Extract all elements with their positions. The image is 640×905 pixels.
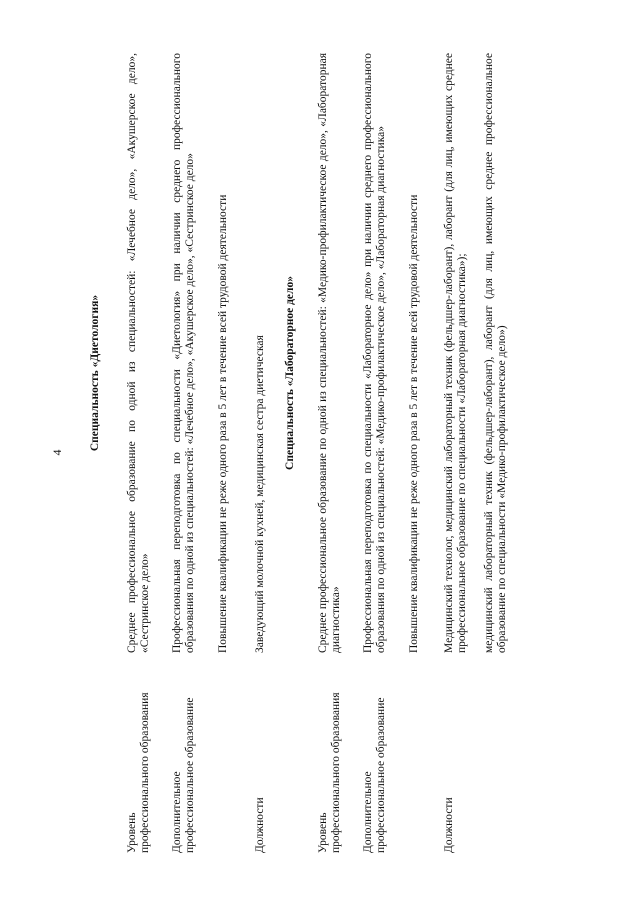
document-body (84, 53, 509, 853)
row-text (362, 53, 421, 653)
paragraph: медицинский лабораторный техник (фельдшер-лаборант), лаборант (для лиц, имеющих среднее профессиональное образование по специальности «Медико-профилактическое дело») (483, 53, 508, 653)
page-number: 4 (50, 449, 64, 456)
row-text (254, 53, 267, 653)
paragraph: Среднее профессиональное образование по одной из специальностей: «Лечебное дело», «Акушерское дело», «Сестринское дело» (126, 52, 151, 653)
paragraph: Медицинский технолог, медицинский лабораторный техник (фельдшер-лаборант), лаборант (для лиц, имеющих среднее профессиональное образование по специальности «Лабораторная диагностика»); (443, 52, 468, 653)
paragraph: Заведующий молочной кухней, медицинская сестра диетическая (254, 335, 266, 653)
paragraph: Профессиональная переподготовка по специальности «Диетология» при наличии среднего профессионального образования по одной из специальностей: «Лечебное дело», «Акушерское дело», «Сестринское дело» (171, 53, 196, 653)
section-title-laboratory: Специальность «Лабораторное дело» (284, 276, 296, 470)
row-text (443, 53, 509, 653)
section-title-dietology: Специальность «Диетология» (89, 294, 101, 452)
paragraph: Профессиональная переподготовка по специальности «Лабораторное дело» при наличии среднего профессионального образования по одной из специальностей: «Медико-профилактическое дело», «Лабораторная диагностика» (362, 53, 387, 653)
row-positions (254, 53, 267, 853)
paragraph: Повышение квалификации не реже одного раза в 5 лет в течение всей трудовой деятельности (408, 194, 420, 653)
row-label: Должности (254, 797, 266, 853)
row-text (171, 53, 230, 653)
row-label: Должности (443, 797, 455, 853)
paragraph: Повышение квалификации не реже одного раза в 5 лет в течение всей трудовой деятельности (217, 194, 229, 653)
row-education-level (126, 53, 152, 853)
row-positions (443, 53, 509, 853)
row-education-level (317, 53, 343, 853)
paragraph: Среднее профессиональное образование по одной из специальностей: «Медико-профилактическое дело», «Лабораторная диагностика» (317, 53, 342, 653)
row-additional-education (171, 53, 230, 853)
row-label: Дополнительное профессиональное образование (171, 697, 196, 853)
row-text (317, 53, 343, 653)
row-additional-education (362, 53, 421, 853)
row-label: Уровень профессионального образования (126, 692, 151, 853)
row-text (126, 53, 152, 653)
row-label: Уровень профессионального образования (317, 692, 342, 853)
row-label: Дополнительное профессиональное образование (362, 697, 387, 853)
